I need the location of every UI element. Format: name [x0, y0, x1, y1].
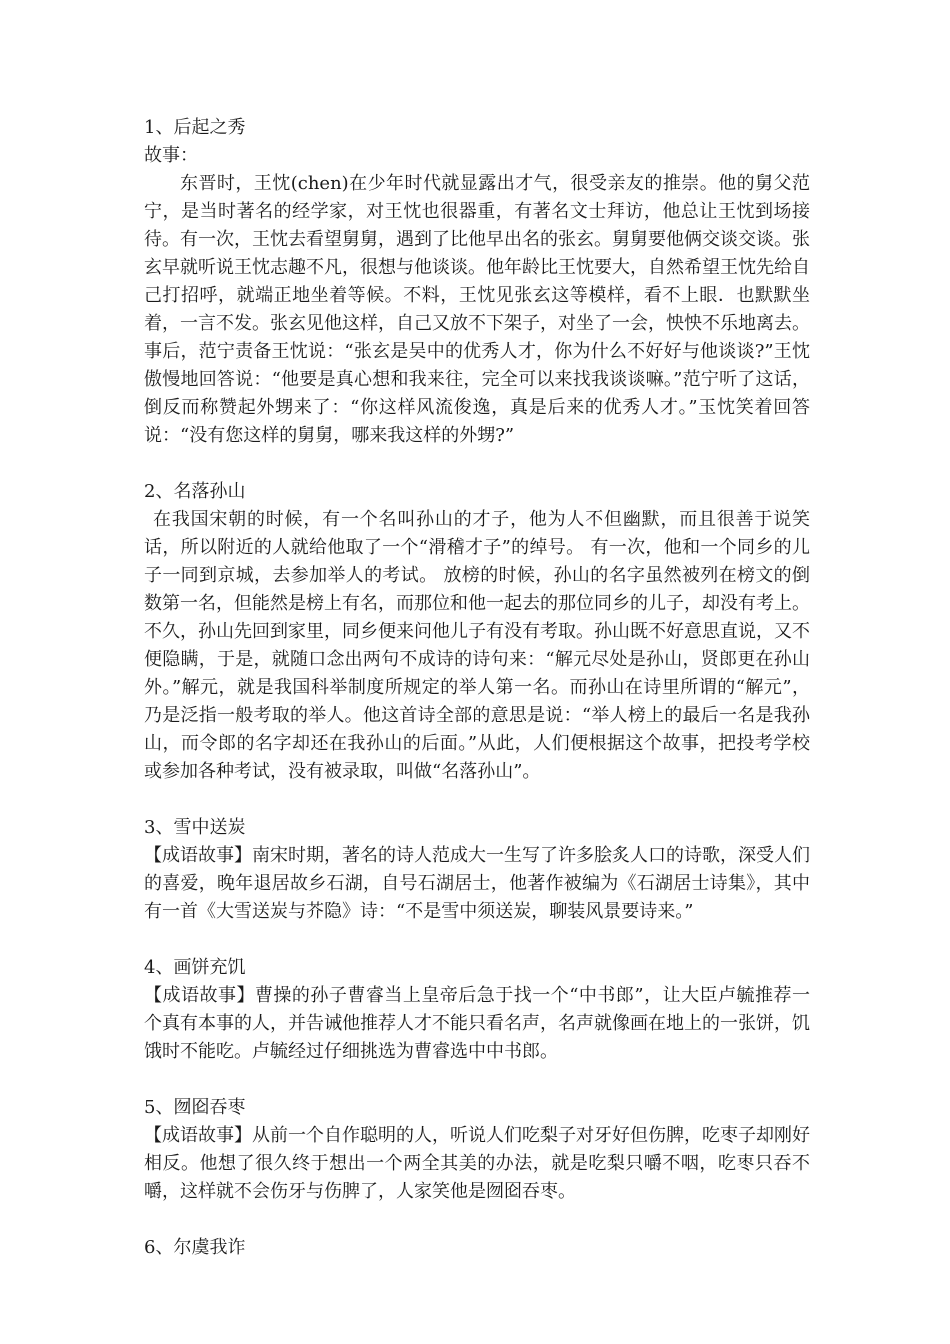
story-title: 2、名落孙山 — [144, 481, 246, 502]
story-text: 【成语故事】曹操的孙子曹睿当上皇帝后急于找一个“中书郎”，让大臣卢毓推荐一个真有本事的人，并告诫他推荐人才不能只看名声，名声就像画在地上的一张饼，饥饿时不能吃。卢毓经过仔细挑选为曹睿选中中书郎。 — [144, 985, 810, 1062]
story-title: 6、尔虞我诈 — [144, 1237, 246, 1258]
story-label: 故事： — [144, 145, 198, 166]
story-text: 【成语故事】从前一个自作聪明的人，听说人们吃梨子对牙好但伤脾，吃枣子却刚好相反。他想了很久终于想出一个两全其美的办法，就是吃梨只嚼不咽，吃枣只吞不嚼，这样就不会伤牙与伤脾了，人家笑他是囫囵吞枣。 — [144, 1125, 810, 1202]
story-section-6 — [144, 1234, 810, 1262]
story-title: 4、画饼充饥 — [144, 957, 246, 978]
story-section-5 — [144, 1094, 810, 1206]
document-body — [144, 114, 810, 1290]
story-text: 东晋时，王忱(chen)在少年时代就显露出才气，很受亲友的推崇。他的舅父范宁，是当时著名的经学家，对王忱也很器重，有著名文士拜访，他总让王忱到场接待。有一次，王忱去看望舅舅，遇到了比他早出名的张玄。舅舅要他俩交谈交谈。张玄早就听说王忱志趣不凡，很想与他谈谈。他年龄比王忱要大，自然希望王忱先给自己打招呼，就端正地坐着等候。不料，王忱见张玄这等模样，看不上眼．也默默坐着，一言不发。张玄见他这样，自己又放不下架子，对坐了一会，怏怏不乐地离去。事后，范宁责备王忱说：“张玄是吴中的优秀人才，你为什么不好好与他谈谈?”王忱傲慢地回答说：“他要是真心想和我来往，完全可以来找我谈谈嘛。”范宁听了这话，倒反而称赞起外甥来了：“你这样风流俊逸，真是后来的优秀人才。”玉忱笑着回答说：“没有您这样的舅舅，哪来我这样的外甥?” — [144, 173, 810, 446]
story-section-1 — [144, 114, 810, 450]
story-section-2 — [144, 478, 810, 786]
story-section-4 — [144, 954, 810, 1066]
story-text: 【成语故事】南宋时期，著名的诗人范成大一生写了许多脍炙人口的诗歌，深受人们的喜爱，晚年退居故乡石湖，自号石湖居士，他著作被编为《石湖居士诗集》，其中有一首《大雪送炭与芥隐》诗：“不是雪中须送炭，聊装风景要诗来。” — [144, 845, 810, 922]
story-title: 5、囫囵吞枣 — [144, 1097, 246, 1118]
story-title: 3、雪中送炭 — [144, 817, 246, 838]
story-title: 1、后起之秀 — [144, 117, 246, 138]
story-text: 在我国宋朝的时候，有一个名叫孙山的才子，他为人不但幽默，而且很善于说笑话，所以附近的人就给他取了一个“滑稽才子”的绰号。 有一次，他和一个同乡的儿子一同到京城，去参加举人的考试。 放榜的时候，孙山的名字虽然被列在榜文的倒数第一名，但能然是榜上有名，而那位和他一起去的那位同乡的儿子，却没有考上。 不久，孙山先回到家里，同乡便来问他儿子有没有考取。孙山既不好意思直说，又不便隐瞒，于是，就随口念出两句不成诗的诗句来：“解元尽处是孙山，贤郎更在孙山外。”解元，就是我国科举制度所规定的举人第一名。而孙山在诗里所谓的“解元”，乃是泛指一般考取的举人。他这首诗全部的意思是说：“举人榜上的最后一名是我孙山，而令郎的名字却还在我孙山的后面。”从此，人们便根据这个故事，把投考学校或参加各种考试，没有被录取，叫做“名落孙山”。 — [144, 509, 810, 782]
story-section-3 — [144, 814, 810, 926]
